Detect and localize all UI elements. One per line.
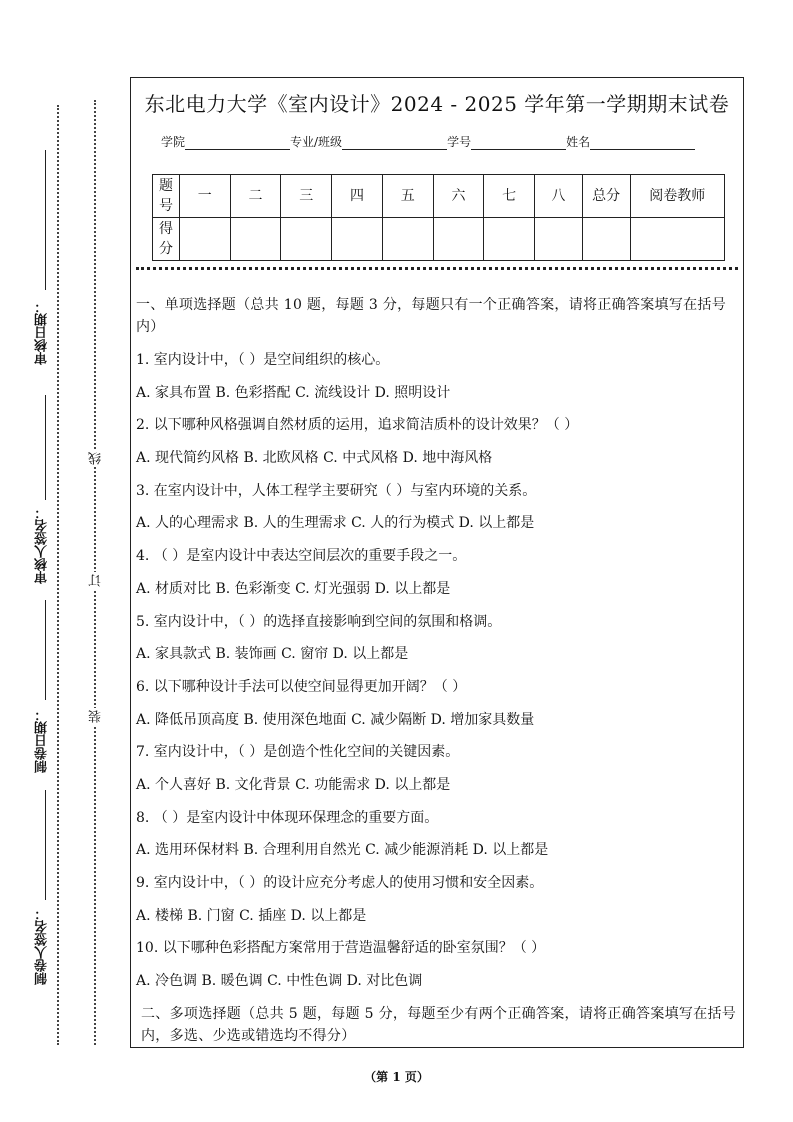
question-3: 3. 在室内设计中，人体工程学主要研究（ ）与室内环境的关系。 [136,482,537,499]
name-label: 姓名 [566,135,591,149]
score-cell-4[interactable] [332,218,383,261]
question-6: 6. 以下哪种设计手法可以使空间显得更加开阔？（ ） [136,678,467,695]
review-date-label: 审核日期： [35,300,50,365]
cell-q2: 二 [230,175,281,218]
score-table [152,174,725,261]
question-2: 2. 以下哪种风格强调自然材质的运用，追求简洁质朴的设计效果？（ ） [136,417,579,434]
options-7: A. 个人喜好 B. 文化背景 C. 功能需求 D. 以上都是 [136,776,451,793]
student-info-row [161,133,695,150]
binding-dotted-line-left [57,105,59,1045]
cell-score-label: 得分 [153,218,180,261]
options-9: A. 楼梯 B. 门窗 C. 插座 D. 以上都是 [136,907,367,924]
sign-line-3 [45,600,46,700]
sign-line-4 [45,790,46,900]
cell-q3: 三 [281,175,332,218]
college-label: 学院 [161,135,186,149]
cell-q5: 五 [382,175,433,218]
dotted-divider [136,267,738,270]
score-table-score-row [153,218,725,261]
score-cell-8[interactable] [535,218,583,261]
exam-frame [130,77,744,1048]
make-date-label: 制卷日期： [35,708,50,773]
question-9: 9. 室内设计中，（ ）的设计应充分考虑人的使用习惯和安全因素。 [136,875,544,891]
score-cell-2[interactable] [230,218,281,261]
cell-grader: 阅卷教师 [630,175,724,218]
question-1: 1. 室内设计中，（ ）是空间组织的核心。 [136,352,390,368]
maker-sign-label: 制卷人签名： [35,907,50,985]
score-cell-6[interactable] [433,218,484,261]
exam-content [136,294,738,1047]
sign-line-1 [45,150,46,290]
cell-q8: 八 [535,175,583,218]
major-field[interactable] [342,137,447,150]
major-label: 专业/班级 [290,135,343,149]
score-cell-1[interactable] [179,218,230,261]
score-table-header-row [153,175,725,218]
student-id-label: 学号 [447,135,472,149]
section-1-heading: 一、单项选择题（总共 10 题，每题 3 分，每题只有一个正确答案，请将正确答案填写在括号内） [136,297,727,335]
cell-q4: 四 [332,175,383,218]
question-8: 8. （ ）是室内设计中体现环保理念的重要方面。 [136,809,439,826]
student-id-field[interactable] [471,137,566,150]
exam-title: 东北电力大学《室内设计》2024 - 2025 学年第一学期期末试卷 [144,92,730,116]
score-cell-grader[interactable] [630,218,724,261]
options-6: A. 降低吊顶高度 B. 使用深色地面 C. 减少隔断 D. 增加家具数量 [136,711,535,728]
options-4: A. 材质对比 B. 色彩渐变 C. 灯光强弱 D. 以上都是 [136,580,451,597]
college-field[interactable] [185,137,290,150]
question-7: 7. 室内设计中，（ ）是创造个性化空间的关键因素。 [136,744,460,761]
binding-char-line: 线 [89,452,104,465]
reviewer-sign-label: 审核人签名： [35,506,50,584]
binding-char-order: 订 [89,574,104,587]
score-cell-total[interactable] [582,218,630,261]
page-number: （第 1 页） [364,1070,429,1084]
question-4: 4. （ ）是室内设计中表达空间层次的重要手段之一。 [136,548,467,565]
cell-q6: 六 [433,175,484,218]
cell-total: 总分 [582,175,630,218]
cell-q1: 一 [179,175,230,218]
question-5: 5. 室内设计中，（ ）的选择直接影响到空间的氛围和格调。 [136,613,502,630]
options-10: A. 冷色调 B. 暖色调 C. 中性色调 D. 对比色调 [136,973,423,990]
cell-q7: 七 [484,175,535,218]
score-cell-7[interactable] [484,218,535,261]
options-5: A. 家具款式 B. 装饰画 C. 窗帘 D. 以上都是 [136,646,409,663]
binding-char-pack: 装 [89,710,104,723]
question-10: 10. 以下哪种色彩搭配方案常用于营造温馨舒适的卧室氛围？（ ） [136,940,546,957]
options-3: A. 人的心理需求 B. 人的生理需求 C. 人的行为模式 D. 以上都是 [136,515,535,532]
name-field[interactable] [590,137,695,150]
cell-question-no: 题号 [153,175,180,218]
score-cell-5[interactable] [382,218,433,261]
score-cell-3[interactable] [281,218,332,261]
options-8: A. 选用环保材料 B. 合理利用自然光 C. 减少能源消耗 D. 以上都是 [136,842,549,859]
sign-line-2 [45,395,46,500]
options-2: A. 现代简约风格 B. 北欧风格 C. 中式风格 D. 地中海风格 [136,450,493,467]
options-1: A. 家具布置 B. 色彩搭配 C. 流线设计 D. 照明设计 [136,384,451,401]
section-2-heading: 二、多项选择题（总共 5 题，每题 5 分，每题至少有两个正确答案，请将正确答案填写在括号内，多选、少选或错选均不得分） [141,1005,737,1044]
